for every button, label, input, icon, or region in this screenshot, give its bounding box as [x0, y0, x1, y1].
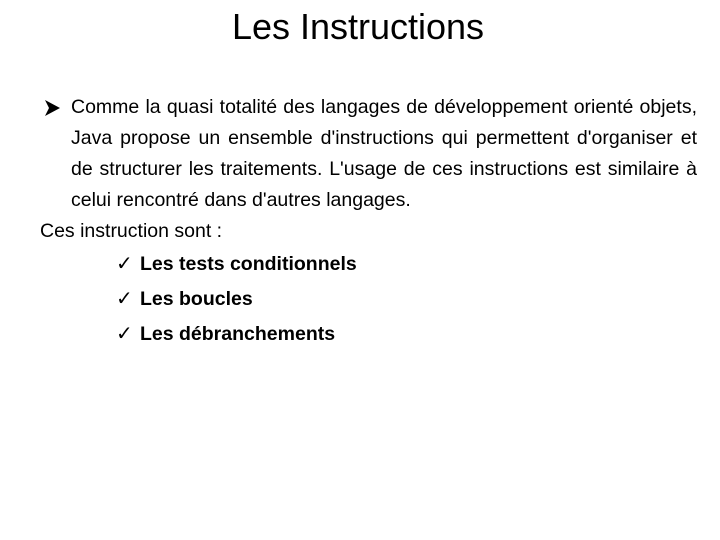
list-item [116, 317, 700, 352]
arrow-bullet-icon [40, 92, 71, 117]
checklist [40, 247, 700, 352]
slide-title: Les Instructions [231, 6, 485, 47]
checkmark-icon: ✓ [116, 323, 133, 345]
paragraph-text: Comme la quasi totalité des langages de développement orienté objets, Java propose un ensemble d'instructions qui permettent d'organiser et de structurer les traitements. L'usage de ces instructions est similaire à celui rencontré dans d'autres langages. [71, 96, 697, 211]
checkmark-icon: ✓ [116, 253, 133, 275]
list-item-label: Les tests conditionnels [140, 253, 357, 275]
intro-text: Ces instruction sont : [40, 220, 223, 242]
list-item-label: Les débranchements [140, 323, 336, 345]
slide-body [40, 92, 700, 352]
checkmark-icon: ✓ [116, 288, 133, 310]
bullet-paragraph [40, 92, 700, 216]
list-item [116, 247, 700, 282]
list-item [116, 282, 700, 317]
list-item-label: Les boucles [140, 288, 253, 310]
